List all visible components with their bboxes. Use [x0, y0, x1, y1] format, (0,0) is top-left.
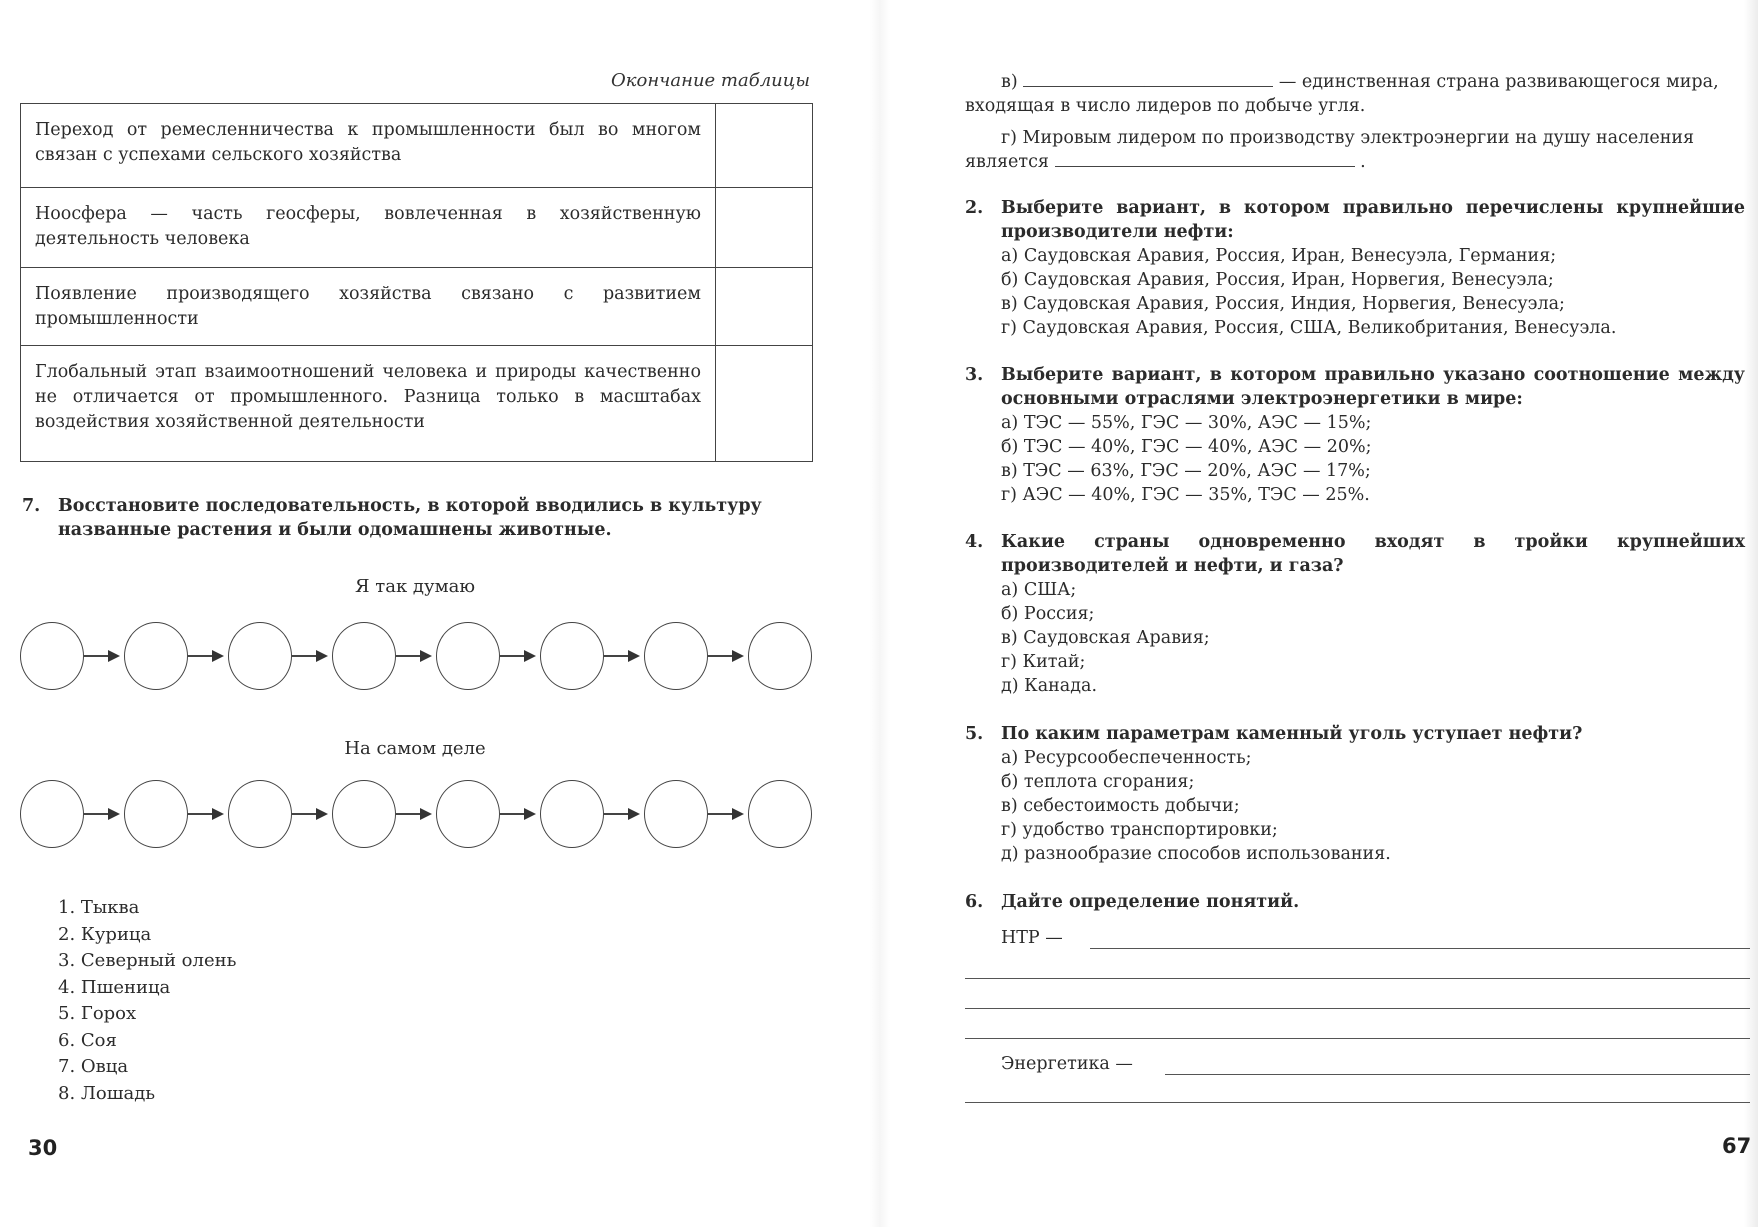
continuation-text: г) Мировым лидером по производству электроэнергии на душу населения [1001, 128, 1695, 148]
list-item: 7. Овца [58, 1056, 129, 1077]
answer-line[interactable] [965, 1102, 1750, 1103]
question-number: 6. [965, 892, 984, 912]
answer-circle[interactable] [20, 622, 84, 690]
sequence-actual [20, 778, 820, 850]
answer-option[interactable]: б) Россия; [1001, 604, 1095, 624]
list-item: 5. Горох [58, 1003, 137, 1024]
answer-option[interactable]: г) Китай; [1001, 652, 1086, 672]
task-number: 7. [22, 496, 41, 516]
statement-cell: Глобальный этап взаимоотношений человека и природы качественно не отличается от промышленного. Разница только в масштабах воздействия хозяйственной деятельности [21, 346, 716, 462]
page-edge [1744, 0, 1758, 1227]
answer-option[interactable]: а) Ресурсообеспеченность; [1001, 748, 1252, 768]
question-text: Выберите вариант, в котором правильно перечислены крупнейшие производители нефти: [1001, 198, 1745, 242]
answer-line[interactable] [1165, 1074, 1750, 1075]
answer-circle[interactable] [228, 622, 292, 690]
table-row [21, 188, 813, 268]
answer-circle[interactable] [540, 780, 604, 848]
answer-cell[interactable] [716, 268, 813, 346]
answer-option[interactable]: г) Саудовская Аравия, Россия, США, Великобритания, Венесуэла. [1001, 318, 1617, 338]
answer-option[interactable]: б) ТЭС — 40%, ГЭС — 40%, АЭС — 20%; [1001, 437, 1372, 457]
sequence-title-guess: Я так думаю [355, 576, 475, 597]
question-number: 5. [965, 724, 984, 744]
term-label: НТР — [1001, 928, 1063, 948]
question-number: 3. [965, 365, 984, 385]
answer-option[interactable]: в) ТЭС — 63%, ГЭС — 20%, АЭС — 17%; [1001, 461, 1371, 481]
list-item: 6. Соя [58, 1029, 117, 1051]
list-item: 3. Северный олень [58, 950, 237, 971]
answer-cell[interactable] [716, 104, 813, 188]
answer-circle[interactable] [540, 622, 604, 690]
answer-cell[interactable] [716, 346, 813, 462]
answer-circle[interactable] [332, 622, 396, 690]
answer-line[interactable] [965, 1008, 1750, 1009]
question-text: Выберите вариант, в котором правильно указано соотношение между основными отраслями электроэнергетики в мире: [1001, 365, 1745, 409]
table-row [21, 104, 813, 188]
answer-blank[interactable] [1055, 150, 1355, 167]
continuation-text: входящая в число лидеров по добыче угля. [965, 96, 1366, 116]
continuation-text: . [1360, 152, 1366, 172]
question-text: Дайте определение понятий. [1001, 892, 1300, 912]
statement-cell: Появление производящего хозяйства связано с развитием промышленности [21, 268, 716, 346]
question-number: 2. [965, 198, 984, 218]
page-number-right: 67 [1722, 1134, 1752, 1158]
statement-cell: Ноосфера — часть геосферы, вовлеченная в хозяйственную деятельность человека [21, 188, 716, 268]
answer-option[interactable]: в) Саудовская Аравия, Россия, Индия, Норвегия, Венесуэла; [1001, 294, 1565, 314]
statement-cell: Переход от ремесленничества к промышленности был во многом связан с успехами сельского хозяйства [21, 104, 716, 188]
answer-cell[interactable] [716, 188, 813, 268]
question-4 [965, 530, 1745, 698]
question-text: По каким параметрам каменный уголь уступает нефти? [1001, 724, 1583, 744]
answer-circle[interactable] [332, 780, 396, 848]
answer-line[interactable] [965, 1038, 1750, 1039]
list-item: 1. Тыква [58, 897, 140, 918]
list-item: 8. Лошадь [58, 1082, 156, 1104]
answer-circle[interactable] [644, 622, 708, 690]
answer-option[interactable]: г) АЭС — 40%, ГЭС — 35%, ТЭС — 25%. [1001, 485, 1370, 505]
answer-option[interactable]: а) США; [1001, 580, 1077, 600]
answer-option[interactable]: а) ТЭС — 55%, ГЭС — 30%, АЭС — 15%; [1001, 413, 1372, 433]
answer-option[interactable]: а) Саудовская Аравия, Россия, Иран, Венесуэла, Германия; [1001, 246, 1557, 266]
sequence-title-actual: На самом деле [344, 738, 486, 759]
question-text: Какие страны одновременно входят в тройки крупнейших производителей и нефти, и газа? [1001, 532, 1745, 576]
answer-option[interactable]: в) Саудовская Аравия; [1001, 628, 1210, 648]
term-label: Энергетика — [1001, 1054, 1133, 1074]
table-caption: Окончание таблицы [610, 70, 810, 91]
answer-option[interactable]: б) Саудовская Аравия, Россия, Иран, Норвегия, Венесуэла; [1001, 270, 1554, 290]
arrow-right-icon [188, 650, 228, 662]
arrow-right-icon [84, 808, 124, 820]
answer-circle[interactable] [228, 780, 292, 848]
page-number-left: 30 [28, 1136, 58, 1160]
task-text: Восстановите последовательность, в которой вводились в культуру названные растения и были одомашнены животные. [58, 496, 762, 540]
arrow-right-icon [604, 808, 644, 820]
answer-circle[interactable] [748, 622, 812, 690]
answer-option[interactable]: д) разнообразие способов использования. [1001, 844, 1391, 864]
arrow-right-icon [708, 808, 748, 820]
answer-circle[interactable] [436, 622, 500, 690]
option-label: в) [1001, 72, 1018, 92]
arrow-right-icon [188, 808, 228, 820]
statements-table [20, 103, 813, 462]
arrow-right-icon [84, 650, 124, 662]
table-row [21, 268, 813, 346]
answer-option[interactable]: в) себестоимость добычи; [1001, 796, 1240, 816]
answer-line[interactable] [965, 978, 1750, 979]
answer-circle[interactable] [436, 780, 500, 848]
question-number: 4. [965, 532, 984, 552]
item-list [58, 895, 236, 1107]
term-energetika [965, 1052, 1745, 1076]
question-6 [965, 890, 1745, 914]
list-item: 2. Курица [58, 923, 152, 945]
question-5 [965, 722, 1745, 866]
answer-blank[interactable] [1023, 70, 1273, 87]
arrow-right-icon [292, 808, 332, 820]
answer-circle[interactable] [644, 780, 708, 848]
term-ntr [965, 926, 1745, 950]
answer-circle[interactable] [124, 622, 188, 690]
arrow-right-icon [500, 650, 540, 662]
answer-circle[interactable] [124, 780, 188, 848]
task-7 [22, 494, 812, 542]
arrow-right-icon [708, 650, 748, 662]
list-item: 4. Пшеница [58, 976, 171, 998]
arrow-right-icon [396, 650, 436, 662]
answer-option[interactable]: г) удобство транспортировки; [1001, 820, 1278, 840]
continuation-v [965, 70, 1745, 118]
sequence-guess [20, 620, 820, 692]
answer-circle[interactable] [20, 780, 84, 848]
answer-line[interactable] [1090, 948, 1750, 949]
question-3 [965, 363, 1745, 507]
arrow-right-icon [396, 808, 436, 820]
arrow-right-icon [500, 808, 540, 820]
answer-option[interactable]: д) Канада. [1001, 676, 1098, 696]
question-2 [965, 196, 1745, 340]
book-spine [870, 0, 890, 1227]
continuation-text: — единственная страна развивающегося мира, [1278, 72, 1719, 92]
arrow-right-icon [292, 650, 332, 662]
table-row [21, 346, 813, 462]
continuation-text: является [965, 152, 1049, 172]
answer-circle[interactable] [748, 780, 812, 848]
arrow-right-icon [604, 650, 644, 662]
answer-option[interactable]: б) теплота сгорания; [1001, 772, 1195, 792]
continuation-g [965, 126, 1745, 174]
